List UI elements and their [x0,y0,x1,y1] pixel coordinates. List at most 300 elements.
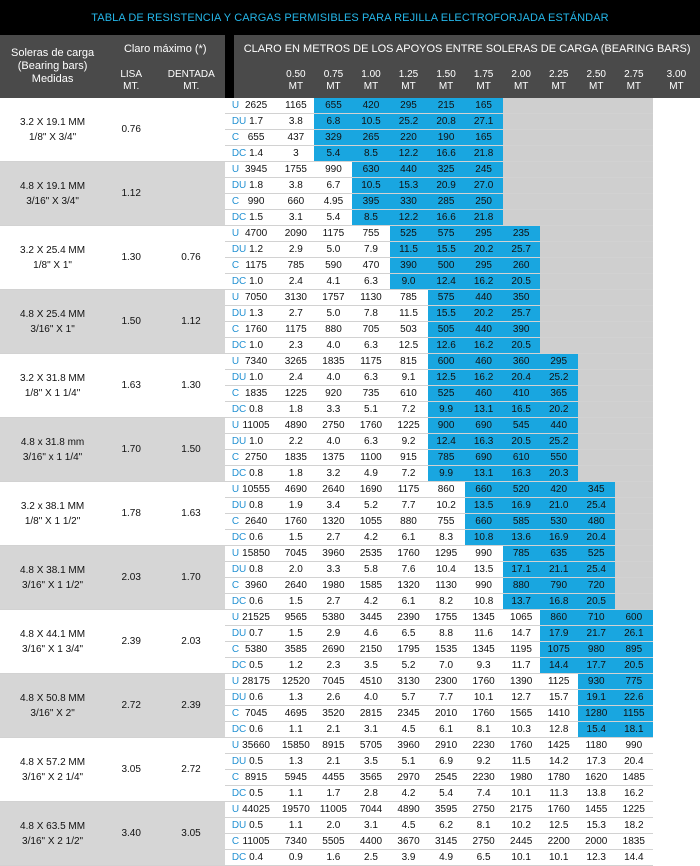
row-label: U [225,98,234,114]
empty-cell [578,210,615,226]
bar-size-imperial: 3/16" X 1" [30,323,75,335]
empty-cell [615,386,653,402]
load-cell-highlight: 15.3 [390,178,428,194]
header-distance [390,63,428,98]
table-row [0,610,700,626]
load-cell-highlight: 16.2 [465,274,503,290]
header-distance [314,63,352,98]
row-label: U [225,674,234,690]
load-cell: 11.5 [503,754,540,770]
load-cell-highlight: 775 [615,674,653,690]
load-cell: 2970 [390,770,428,786]
empty-cell [615,146,653,162]
load-cell-highlight: 295 [465,226,503,242]
load-cell: 8.8 [428,626,465,642]
load-cell: 7050 [234,290,277,306]
load-cell: 4700 [234,226,277,242]
load-cell: 0.4 [234,850,277,866]
load-cell: 10.2 [503,818,540,834]
load-cell: 1.2 [234,242,277,258]
load-cell: 3565 [352,770,389,786]
load-cell: 1.1 [277,818,314,834]
row-label: DC [225,658,234,674]
empty-cell [615,530,653,546]
table-row [0,354,700,370]
load-cell: 1320 [314,514,352,530]
load-cell: 2690 [314,642,352,658]
load-cell-highlight: 1075 [540,642,578,658]
header-distance-unit: MT [626,80,642,92]
load-cell-highlight: 440 [465,290,503,306]
load-cell: 1320 [390,578,428,594]
load-cell: 1195 [503,642,540,658]
row-label: DC [225,850,234,866]
load-cell: 7340 [277,834,314,850]
max-span-dentada: 0.76 [157,226,225,290]
load-cell-highlight: 27.1 [465,114,503,130]
empty-cell [540,98,578,114]
load-cell-highlight: 690 [465,418,503,434]
header-dentada-line1: DENTADA [167,68,215,80]
load-cell: 1225 [390,418,428,434]
load-cell: 5.2 [390,658,428,674]
load-cell: 1485 [615,770,653,786]
load-cell-highlight: 610 [503,450,540,466]
header-distance-value: 2.75 [624,68,644,80]
load-cell-highlight: 20.5 [503,274,540,290]
load-cell: 3265 [277,354,314,370]
load-cell: 4.0 [314,370,352,386]
load-cell-highlight: 635 [540,546,578,562]
load-cell-highlight: 215 [428,98,465,114]
empty-cell [615,562,653,578]
load-cell: 1980 [503,770,540,786]
row-label: DU [225,690,234,706]
max-span-dentada: 2.03 [157,610,225,674]
load-cell: 9.1 [390,370,428,386]
load-cell-highlight: 25.4 [578,562,615,578]
load-cell-highlight: 575 [428,290,465,306]
load-cell: 785 [277,258,314,274]
load-cell: 1.8 [277,402,314,418]
load-cell: 610 [390,386,428,402]
table-row [0,546,700,562]
max-span-dentada: 1.12 [157,290,225,354]
load-cell: 4.9 [352,466,389,482]
empty-cell [615,418,653,434]
bar-size-imperial: 3/16" X 2 1/4" [22,771,84,783]
load-cell-highlight: 13.5 [465,498,503,514]
load-cell: 6.3 [352,434,389,450]
load-cell: 2.8 [352,786,389,802]
empty-cell [615,274,653,290]
load-cell: 2230 [465,738,503,754]
empty-cell [578,258,615,274]
load-cell: 0.8 [234,562,277,578]
load-cell: 1620 [578,770,615,786]
load-cell: 1.0 [234,338,277,354]
empty-cell [615,482,653,498]
load-cell: 990 [465,578,503,594]
empty-cell [578,194,615,210]
load-cell-highlight: 25.7 [503,242,540,258]
load-cell: 3.8 [277,114,314,130]
load-cell-highlight: 250 [465,194,503,210]
empty-cell [578,162,615,178]
load-cell: 1410 [540,706,578,722]
load-cell-highlight: 655 [314,98,352,114]
load-cell: 2815 [352,706,389,722]
load-cell-highlight: 525 [578,546,615,562]
load-cell: 11.7 [503,658,540,674]
load-cell-highlight: 6.8 [314,114,352,130]
empty-cell [615,306,653,322]
bar-size-imperial: 1/8" X 1 1/4" [24,387,81,399]
load-cell: 1760 [465,674,503,690]
load-cell: 1.5 [277,626,314,642]
empty-cell [615,98,653,114]
load-cell: 20.4 [615,754,653,770]
load-cell: 19570 [277,802,314,818]
load-cell: 15.3 [578,818,615,834]
row-label: DU [225,498,234,514]
load-cell: 12520 [277,674,314,690]
table-row [0,162,700,178]
load-cell-highlight: 220 [390,130,428,146]
load-cell: 8915 [234,770,277,786]
load-cell: 1690 [352,482,389,498]
load-cell: 3.1 [277,210,314,226]
load-cell-highlight: 25.2 [540,370,578,386]
load-cell: 4455 [314,770,352,786]
load-cell-highlight: 20.3 [540,466,578,482]
load-cell: 6.2 [428,818,465,834]
load-cell-highlight: 21.0 [540,498,578,514]
load-cell-highlight: 930 [578,674,615,690]
load-cell-highlight: 13.6 [503,530,540,546]
row-label: C [225,130,234,146]
load-cell: 3.1 [352,722,389,738]
empty-cell [578,146,615,162]
load-cell: 1225 [277,386,314,402]
load-cell: 0.5 [234,754,277,770]
load-cell: 503 [390,322,428,338]
empty-cell [615,162,653,178]
load-cell: 1.0 [234,370,277,386]
header-soleras-line1: Soleras de carga [10,47,95,59]
load-cell-highlight: 980 [578,642,615,658]
load-cell: 3145 [428,834,465,850]
load-cell: 2625 [234,98,277,114]
load-cell-highlight: 660 [465,514,503,530]
load-cell: 1.4 [234,146,277,162]
load-cell: 3.5 [352,658,389,674]
load-cell: 3130 [390,674,428,690]
empty-cell [578,402,615,418]
header-distance [428,63,465,98]
load-cell: 5.1 [352,402,389,418]
load-cell-highlight: 10.5 [352,114,389,130]
max-span-lisa: 1.63 [105,354,157,418]
load-cell: 2.5 [352,850,389,866]
max-span-dentada: 2.39 [157,674,225,738]
load-cell: 1065 [503,610,540,626]
load-cell: 5945 [277,770,314,786]
empty-cell [615,210,653,226]
empty-cell [578,354,615,370]
load-cell: 7045 [314,674,352,690]
row-label: DC [225,466,234,482]
header-distance-value: 2.25 [548,68,569,80]
empty-cell [615,242,653,258]
empty-cell [540,306,578,322]
table-row [0,674,700,690]
load-cell-highlight: 20.2 [465,306,503,322]
load-cell: 10.1 [465,690,503,706]
load-cell-highlight: 600 [615,610,653,626]
row-label: U [225,482,234,498]
load-cell: 3.9 [390,850,428,866]
load-cell: 990 [314,162,352,178]
empty-cell [503,162,540,178]
load-cell-highlight: 16.3 [465,434,503,450]
empty-cell [578,306,615,322]
load-cell: 6.3 [352,274,389,290]
load-table [0,35,700,866]
header-lisa [105,63,157,98]
header-soleras-line3: Medidas [31,73,74,85]
load-cell-highlight: 365 [540,386,578,402]
load-cell: 18.2 [615,818,653,834]
empty-cell [615,594,653,610]
load-cell-highlight: 26.1 [615,626,653,642]
table-row [0,418,700,434]
load-cell: 1390 [503,674,540,690]
load-cell-highlight: 420 [352,98,389,114]
bar-size [0,482,105,546]
load-cell-highlight: 16.9 [503,498,540,514]
header-distance-unit: MT [551,80,566,92]
row-label: DC [225,146,234,162]
load-cell: 0.9 [277,850,314,866]
table-row [0,738,700,754]
load-cell: 1295 [428,546,465,562]
empty-cell [615,450,653,466]
bar-size [0,418,105,482]
load-cell-highlight: 295 [540,354,578,370]
load-cell-highlight: 295 [465,258,503,274]
header-claro-metros: CLARO EN METROS DE LOS APOYOS ENTRE SOLERAS DE CARGA (BEARING BARS) [234,35,700,63]
empty-cell [615,546,653,562]
row-label: DC [225,338,234,354]
load-cell: 8915 [314,738,352,754]
header-distance-value: 1.25 [398,68,419,80]
empty-cell [615,226,653,242]
load-cell: 1130 [428,578,465,594]
load-cell: 11.6 [465,626,503,642]
max-span-lisa: 2.03 [105,546,157,610]
load-cell-highlight: 21.1 [540,562,578,578]
load-cell: 9.2 [465,754,503,770]
max-span-lisa: 1.78 [105,482,157,546]
load-cell: 1760 [234,322,277,338]
max-span-dentada: 3.05 [157,802,225,866]
bar-size-metric: 4.8 X 38.1 MM [20,564,86,576]
load-cell-highlight: 20.5 [503,338,540,354]
load-cell-highlight: 1155 [615,706,653,722]
load-cell: 21525 [234,610,277,626]
load-cell: 2230 [465,770,503,786]
load-cell: 655 [234,130,277,146]
load-cell: 7.0 [428,658,465,674]
load-cell: 1.9 [277,498,314,514]
load-cell: 1.7 [234,114,277,130]
load-cell: 2545 [428,770,465,786]
load-cell: 5.4 [314,210,352,226]
load-cell: 2.2 [277,434,314,450]
load-cell: 5380 [234,642,277,658]
empty-cell [578,274,615,290]
row-label: C [225,770,234,786]
empty-cell [540,114,578,130]
load-cell: 0.5 [234,786,277,802]
header-distance [465,63,503,98]
load-cell: 3.2 [314,466,352,482]
load-cell: 2300 [428,674,465,690]
load-cell-highlight: 16.2 [465,338,503,354]
load-cell-highlight: 16.2 [465,370,503,386]
load-cell: 4.1 [314,274,352,290]
empty-cell [503,130,540,146]
load-cell: 4.9 [428,850,465,866]
load-cell-highlight: 480 [578,514,615,530]
load-cell: 1.5 [234,210,277,226]
empty-cell [503,194,540,210]
load-cell-highlight: 22.6 [615,690,653,706]
load-cell-highlight: 12.4 [428,274,465,290]
load-cell: 815 [390,354,428,370]
load-cell: 4.0 [314,434,352,450]
empty-cell [578,434,615,450]
load-cell: 7.4 [465,786,503,802]
load-cell: 2640 [277,578,314,594]
load-cell-highlight: 16.6 [428,210,465,226]
load-cell: 5.8 [352,562,389,578]
max-span-lisa: 2.39 [105,610,157,674]
load-cell: 10.1 [540,850,578,866]
header-claro-maximo: Claro máximo (*) [105,35,225,63]
load-cell-highlight: 20.5 [578,594,615,610]
load-cell: 4.95 [314,194,352,210]
empty-cell [615,434,653,450]
load-cell: 14.7 [503,626,540,642]
load-cell-highlight: 25.2 [540,434,578,450]
load-cell: 1835 [615,834,653,850]
max-span-dentada: 2.72 [157,738,225,802]
bar-size [0,610,105,674]
load-cell: 8.1 [465,722,503,738]
load-cell-highlight: 11.5 [390,242,428,258]
header-distance-unit: MT [438,80,454,92]
table-row [0,802,700,818]
load-cell-highlight: 900 [428,418,465,434]
load-cell: 2.7 [314,594,352,610]
empty-cell [615,354,653,370]
load-cell: 0.5 [234,658,277,674]
load-cell-highlight: 9.9 [428,402,465,418]
load-cell: 3670 [390,834,428,850]
load-cell: 0.8 [234,498,277,514]
load-cell: 12.8 [540,722,578,738]
bar-size-metric: 4.8 X 50.8 MM [20,692,86,704]
row-label: C [225,578,234,594]
load-cell-highlight: 25.4 [578,498,615,514]
load-cell-highlight: 585 [503,514,540,530]
max-span-lisa: 1.30 [105,226,157,290]
load-cell-highlight: 600 [428,354,465,370]
load-cell: 1175 [314,226,352,242]
load-cell: 3520 [314,706,352,722]
load-cell-highlight: 390 [390,258,428,274]
load-cell: 6.5 [465,850,503,866]
empty-cell [578,450,615,466]
load-cell: 1.7 [314,786,352,802]
load-cell-highlight: 16.9 [540,530,578,546]
load-cell-highlight: 880 [503,578,540,594]
row-label: U [225,738,234,754]
empty-cell [503,114,540,130]
load-cell: 7.8 [352,306,389,322]
bar-size-metric: 3.2 X 25.4 MM [20,244,86,256]
load-cell: 1175 [390,482,428,498]
load-cell: 2.7 [314,530,352,546]
load-cell-highlight: 235 [503,226,540,242]
load-cell: 12.5 [540,818,578,834]
load-cell: 2150 [352,642,389,658]
row-label: DC [225,786,234,802]
load-cell: 3.8 [277,178,314,194]
empty-cell [540,226,578,242]
load-cell-highlight: 525 [390,226,428,242]
header-dentada [157,63,225,98]
load-cell-highlight: 13.1 [465,466,503,482]
empty-cell [615,466,653,482]
bar-size-imperial: 1/8" X 3/4" [29,131,77,143]
load-cell-highlight: 895 [615,642,653,658]
bar-size-imperial: 1/8" X 1" [33,259,72,271]
load-cell: 9565 [277,610,314,626]
header-distance [578,63,615,98]
load-cell: 4695 [277,706,314,722]
load-cell: 5.4 [428,786,465,802]
row-label: C [225,514,234,530]
bar-size-imperial: 3/16" X 2 1/2" [22,835,84,847]
bar-size-metric: 4.8 X 57.2 MM [20,756,86,768]
empty-cell [615,370,653,386]
load-cell: 2.1 [314,754,352,770]
load-cell: 11.3 [540,786,578,802]
bar-size-metric: 4.8 X 19.1 MM [20,180,86,192]
empty-cell [615,114,653,130]
row-label: DU [225,562,234,578]
load-cell: 2750 [465,802,503,818]
bar-size [0,226,105,290]
empty-cell [503,146,540,162]
header-distance [615,63,653,98]
max-span-dentada: 1.70 [157,546,225,610]
header-distance-unit: MT [401,80,416,92]
load-cell-highlight: 165 [465,130,503,146]
